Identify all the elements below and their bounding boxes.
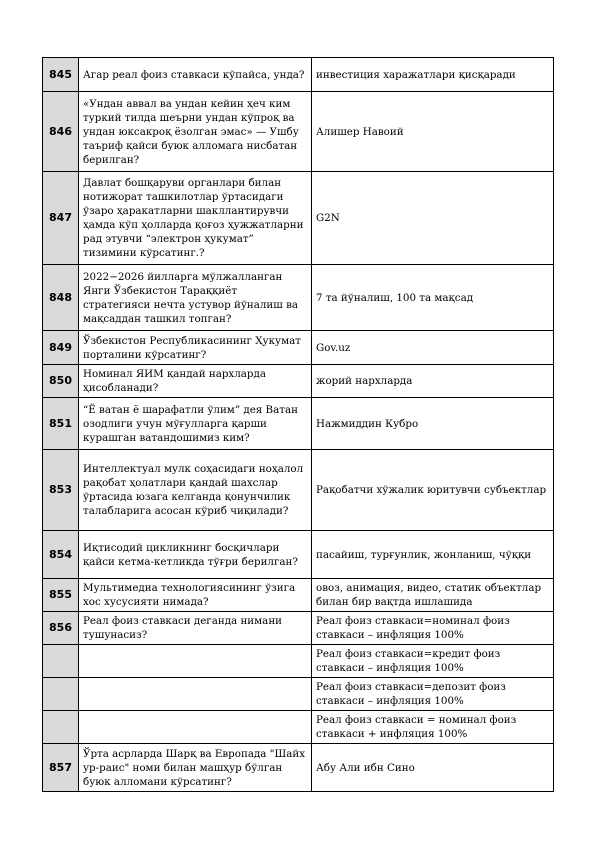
question-number: 848 xyxy=(43,265,79,331)
question-number: 845 xyxy=(43,58,79,92)
answer-text: Рақобатчи хўжалик юритувчи субъектлар xyxy=(312,450,554,531)
answer-text: овоз, анимация, видео, статик объектлар билан бир вақтда ишлашида xyxy=(312,579,554,612)
table-row xyxy=(43,331,554,365)
answer-text: Абу Али ибн Сино xyxy=(312,744,554,792)
question-text xyxy=(79,645,312,678)
question-text: «Ундан аввал ва ундан кейин ҳеч ким туркий тилда шеърни ундан кўпроқ ва ундан юксакроқ ёзолган эмас» — Ушбу таъриф қайси буюк алломага нисбатан берилган? xyxy=(79,92,312,172)
answer-text: инвестиция харажатлари қисқаради xyxy=(312,58,554,92)
question-number: 854 xyxy=(43,531,79,579)
answer-text: Реал фоиз ставкаси = номинал фоиз ставкаси + инфляция 100% xyxy=(312,711,554,744)
answer-text: Реал фоиз ставкаси=депозит фоиз ставкаси – инфляция 100% xyxy=(312,678,554,711)
question-text: Ўзбекистон Республикасининг Ҳукумат порталини кўрсатинг? xyxy=(79,331,312,365)
answer-text: 7 та йўналиш, 100 та мақсад xyxy=(312,265,554,331)
table-row xyxy=(43,92,554,172)
table-row xyxy=(43,265,554,331)
qa-table xyxy=(42,57,554,792)
question-number xyxy=(43,711,79,744)
table-row xyxy=(43,450,554,531)
answer-text: Реал фоиз ставкаси=номинал фоиз ставкаси – инфляция 100% xyxy=(312,612,554,645)
table-row xyxy=(43,172,554,265)
answer-text: Реал фоиз ставкаси=кредит фоиз ставкаси – инфляция 100% xyxy=(312,645,554,678)
question-number: 855 xyxy=(43,579,79,612)
question-text: “Ё ватан ё шарафатли ўлим” дея Ватан озодлиги учун мўғулларга қарши курашган ватандошимиз ким? xyxy=(79,398,312,450)
table-row xyxy=(43,645,554,678)
answer-text: Алишер Навоий xyxy=(312,92,554,172)
question-text: Интеллектуал мулк соҳасидаги ноҳалол рақобат ҳолатлари қандай шахслар ўртасида юзага келганда қонунчилик талабларига асосан кўриб чиқилади? xyxy=(79,450,312,531)
question-text: Агар реал фоиз ставкаси кўпайса, унда? xyxy=(79,58,312,92)
question-text: Номинал ЯИМ қандай нархларда ҳисобланади? xyxy=(79,365,312,398)
table-row xyxy=(43,58,554,92)
table-row xyxy=(43,398,554,450)
answer-text: Нажмиддин Кубро xyxy=(312,398,554,450)
question-number: 850 xyxy=(43,365,79,398)
table-row xyxy=(43,678,554,711)
answer-text: G2N xyxy=(312,172,554,265)
table-row xyxy=(43,744,554,792)
question-text: Ўрта асрларда Шарқ ва Европада "Шайх ур-раис" номи билан машҳур бўлган буюк алломани кўрсатинг? xyxy=(79,744,312,792)
question-text: 2022−2026 йилларга мўлжалланган Янги Ўзбекистон Тараққиёт стратегияси нечта устувор йўналиш ва мақсаддан ташкил топган? xyxy=(79,265,312,331)
question-text: Мультимедиа технологиясининг ўзига хос хусусияти нимада? xyxy=(79,579,312,612)
question-number xyxy=(43,645,79,678)
question-number: 856 xyxy=(43,612,79,645)
answer-text: пасайиш, турғунлик, жонланиш, чўққи xyxy=(312,531,554,579)
table-row xyxy=(43,365,554,398)
table-row xyxy=(43,612,554,645)
question-text: Иқтисодий цикликнинг босқичлари қайси кетма-кетликда тўғри берилган? xyxy=(79,531,312,579)
question-text xyxy=(79,678,312,711)
question-text xyxy=(79,711,312,744)
table-row xyxy=(43,711,554,744)
table-row xyxy=(43,579,554,612)
question-number: 847 xyxy=(43,172,79,265)
answer-text: Gov.uz xyxy=(312,331,554,365)
question-text: Реал фоиз ставкаси деганда нимани тушунасиз? xyxy=(79,612,312,645)
question-number: 857 xyxy=(43,744,79,792)
question-number: 849 xyxy=(43,331,79,365)
answer-text: жорий нархларда xyxy=(312,365,554,398)
question-text: Давлат бошқаруви органлари билан нотижорат ташкилотлар ўртасидаги ўзаро ҳаракатларни шакллантирувчи ҳамда кўп ҳолларда қоғоз ҳужжатларни рад этувчи “электрон ҳукумат” тизимини кўрсатинг.? xyxy=(79,172,312,265)
question-number: 846 xyxy=(43,92,79,172)
question-number: 851 xyxy=(43,398,79,450)
question-number: 853 xyxy=(43,450,79,531)
question-number xyxy=(43,678,79,711)
table-row xyxy=(43,531,554,579)
